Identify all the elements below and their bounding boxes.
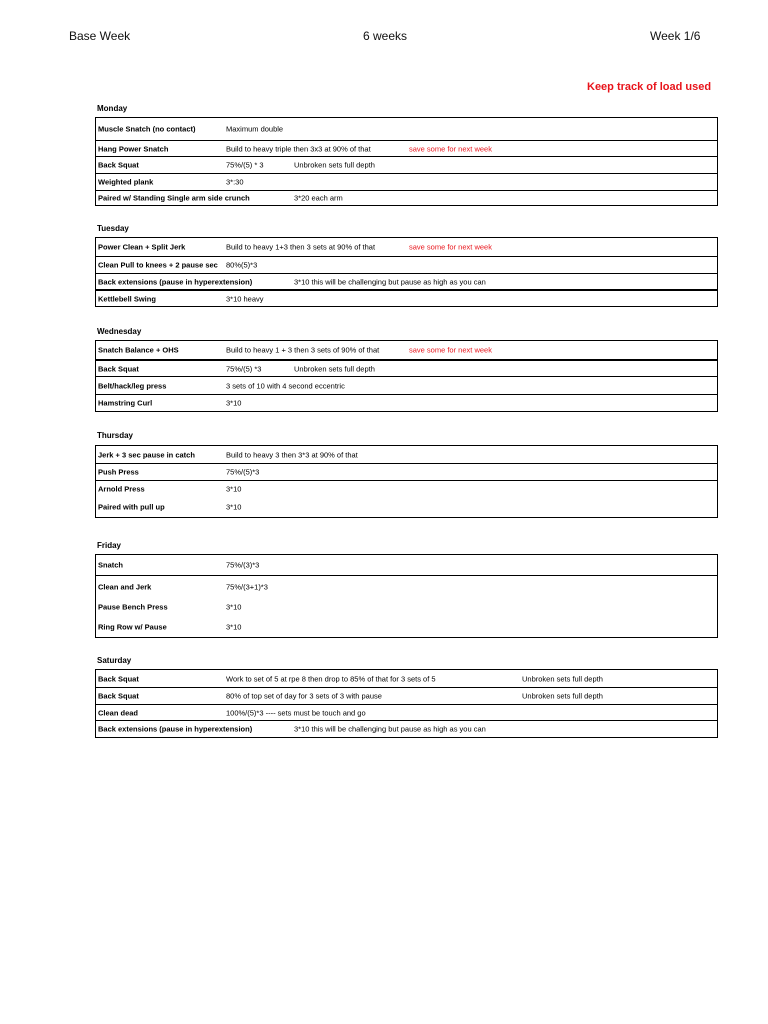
table-row	[96, 446, 717, 463]
exercise-detail: Unbroken sets full depth	[294, 160, 375, 170]
day-title-wednesday: Wednesday	[97, 327, 142, 336]
exercise-name: Clean dead	[98, 708, 139, 717]
table-row	[96, 575, 717, 597]
exercise-name: Back extensions (pause in hyperextension)	[98, 724, 253, 734]
load-tracking-note: Keep track of load used	[587, 81, 712, 93]
exercise-name: Back Squat	[98, 674, 139, 683]
exercise-name: Jerk + 3 sec pause in catch	[98, 450, 195, 459]
monday-table	[95, 117, 718, 206]
exercise-note: save some for next week	[409, 242, 492, 252]
exercise-load: Build to heavy 3 then 3*3 at 90% of that	[226, 450, 358, 459]
table-row	[96, 256, 717, 273]
header-right: Week 1/6	[650, 29, 701, 43]
table-row	[96, 238, 717, 256]
table-row	[96, 555, 717, 575]
exercise-name: Kettlebell Swing	[98, 294, 156, 303]
exercise-name: Back extensions (pause in hyperextension)	[98, 277, 253, 286]
exercise-load: 3*10	[226, 484, 242, 494]
exercise-detail: Unbroken sets full depth	[294, 364, 375, 373]
exercise-name: Back Squat	[98, 364, 139, 373]
exercise-name: Back Squat	[98, 160, 139, 170]
exercise-load: 75%/(5)*3	[226, 467, 260, 477]
exercise-name: Pause Bench Press	[98, 602, 168, 612]
table-row	[96, 480, 717, 497]
table-row	[96, 140, 717, 156]
exercise-name: Arnold Press	[98, 484, 145, 494]
tuesday-table	[95, 237, 718, 307]
table-row	[96, 118, 717, 140]
thursday-table	[95, 445, 718, 518]
table-row	[96, 376, 717, 394]
table-row	[96, 597, 717, 617]
exercise-load: Maximum double	[226, 124, 284, 134]
table-row	[96, 341, 717, 359]
table-row	[96, 687, 717, 704]
exercise-name: Paired with pull up	[98, 502, 165, 512]
day-title-tuesday: Tuesday	[97, 224, 129, 233]
exercise-name: Weighted plank	[98, 177, 154, 187]
table-row	[96, 617, 717, 637]
exercise-load: 75%/(5) * 3	[226, 160, 264, 170]
exercise-name: Paired w/ Standing Single arm side crunch	[98, 193, 250, 203]
exercise-extra: Unbroken sets full depth	[522, 674, 603, 683]
table-row	[96, 289, 717, 306]
exercise-load: 3*:30	[226, 177, 244, 187]
exercise-name: Snatch	[98, 560, 124, 570]
table-row	[96, 359, 717, 376]
exercise-load: Build to heavy 1+3 then 3 sets at 90% of that	[226, 242, 376, 252]
day-title-monday: Monday	[97, 104, 128, 113]
exercise-name: Push Press	[98, 467, 139, 477]
exercise-name: Clean and Jerk	[98, 582, 152, 591]
exercise-detail: 3*10 this will be challenging but pause as high as you can	[294, 724, 486, 734]
table-row	[96, 497, 717, 517]
exercise-detail: 3*20 each arm	[294, 193, 343, 203]
exercise-load: 80%(5)*3	[226, 260, 258, 270]
table-row	[96, 720, 717, 737]
day-title-thursday: Thursday	[97, 431, 134, 440]
exercise-load: 3*10	[226, 398, 242, 408]
exercise-name: Power Clean + Split Jerk	[98, 242, 186, 252]
exercise-load: 3*10	[226, 502, 242, 512]
table-row	[96, 463, 717, 480]
table-row	[96, 190, 717, 205]
exercise-load: 75%/(3)*3	[226, 560, 260, 570]
exercise-load: 3*10	[226, 602, 242, 612]
wednesday-table	[95, 340, 718, 412]
exercise-load: Work to set of 5 at rpe 8 then drop to 85% of that for 3 sets of 5	[226, 674, 436, 683]
exercise-load: Build to heavy 1 + 3 then 3 sets of 90% of that	[226, 345, 380, 355]
exercise-name: Ring Row w/ Pause	[98, 622, 167, 632]
table-row	[96, 704, 717, 720]
exercise-name: Hamstring Curl	[98, 398, 153, 408]
exercise-load: 3 sets of 10 with 4 second eccentric	[226, 381, 345, 390]
day-title-saturday: Saturday	[97, 656, 132, 665]
exercise-load: 100%/(5)*3 ---- sets must be touch and go	[226, 708, 366, 717]
table-row	[96, 156, 717, 173]
exercise-name: Belt/hack/leg press	[98, 381, 167, 390]
header-left: Base Week	[69, 29, 131, 43]
saturday-table	[95, 669, 718, 738]
exercise-name: Snatch Balance + OHS	[98, 345, 179, 355]
exercise-note: save some for next week	[409, 345, 492, 355]
table-row	[96, 670, 717, 687]
friday-table	[95, 554, 718, 638]
table-row	[96, 173, 717, 190]
exercise-load: 80% of top set of day for 3 sets of 3 with pause	[226, 691, 382, 701]
exercise-note: save some for next week	[409, 144, 492, 153]
exercise-load: 3*10 heavy	[226, 294, 264, 303]
exercise-name: Muscle Snatch (no contact)	[98, 124, 196, 134]
day-title-friday: Friday	[97, 541, 122, 550]
exercise-load: 75%/(3+1)*3	[226, 582, 268, 591]
exercise-load: 75%/(5) *3	[226, 364, 262, 373]
table-row	[96, 394, 717, 411]
exercise-detail: 3*10 this will be challenging but pause as high as you can	[294, 277, 486, 286]
exercise-name: Hang Power Snatch	[98, 144, 169, 153]
header-center: 6 weeks	[363, 29, 408, 43]
exercise-load: Build to heavy triple then 3x3 at 90% of that	[226, 144, 371, 153]
table-row	[96, 273, 717, 289]
exercise-load: 3*10	[226, 622, 242, 632]
exercise-name: Clean Pull to knees + 2 pause sec	[98, 260, 218, 270]
exercise-name: Back Squat	[98, 691, 139, 701]
exercise-extra: Unbroken sets full depth	[522, 691, 603, 701]
